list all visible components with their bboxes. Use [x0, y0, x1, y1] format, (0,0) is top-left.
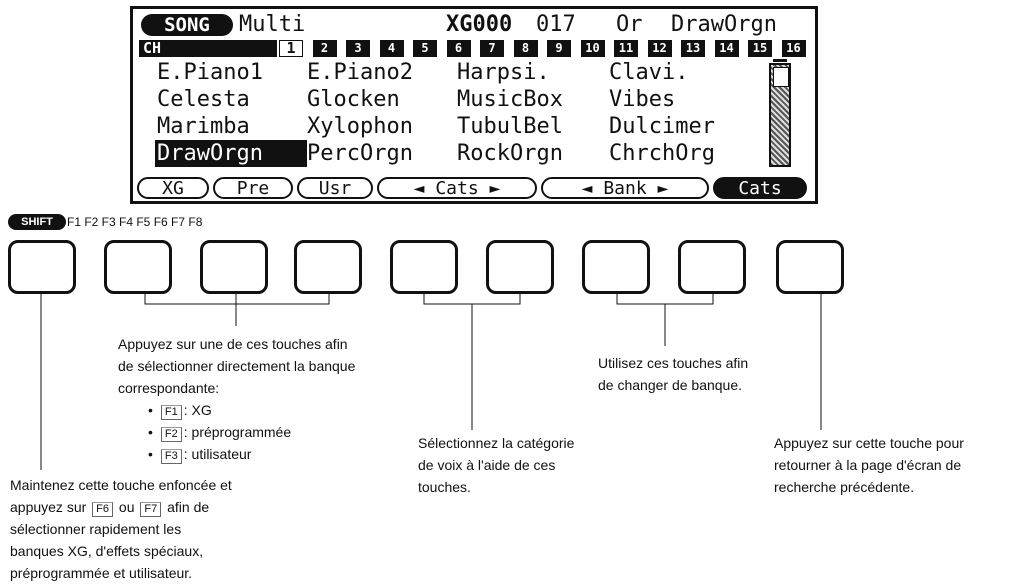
note-shift — [10, 474, 232, 584]
note-line: de voix à l'aide de ces — [418, 457, 556, 473]
bank-list-item — [118, 421, 355, 443]
channel-7[interactable]: 7 — [480, 40, 504, 57]
voice-item[interactable]: Harpsi. — [457, 60, 550, 85]
channel-6[interactable]: 6 — [447, 40, 471, 57]
softkey-4[interactable]: ◄ Cats ► — [377, 177, 537, 199]
key-label: F3 — [161, 449, 182, 464]
voice-item[interactable]: PercOrgn — [307, 141, 413, 166]
channel-10[interactable]: 10 — [581, 40, 605, 57]
callout-bracket-f4-f5 — [424, 294, 520, 304]
current-voice: DrawOrgn — [671, 12, 777, 37]
note-line: préprogrammée et utilisateur. — [10, 565, 193, 581]
key-label: F7 — [140, 502, 161, 517]
voice-item[interactable]: Clavi. — [609, 60, 689, 85]
note-line: de changer de banque. — [598, 377, 743, 393]
note-category — [418, 432, 574, 498]
note-return — [774, 432, 964, 498]
channel-12[interactable]: 12 — [648, 40, 672, 57]
key-label: F6 — [92, 502, 113, 517]
note-line: Appuyez sur cette touche pour — [774, 435, 964, 451]
voice-item[interactable]: Xylophon — [307, 114, 413, 139]
key-label: F1 — [161, 405, 182, 420]
note-line: sélectionner rapidement les — [10, 521, 182, 537]
bank-code: XG000 — [446, 12, 513, 37]
bank-item-text: : XG — [183, 402, 212, 418]
channel-16[interactable]: 16 — [782, 40, 806, 57]
function-key-labels: F1 F2 F3 F4 F5 F6 F7 F8 — [67, 215, 203, 229]
key-label: F2 — [161, 427, 182, 442]
channel-11[interactable]: 11 — [614, 40, 638, 57]
bank-item-text: : utilisateur — [183, 446, 252, 462]
softkey-3[interactable]: Usr — [297, 177, 373, 199]
note-line: Sélectionnez la catégorie — [418, 435, 575, 451]
note-text: appuyez sur — [10, 499, 87, 515]
callout-bracket-f1-f3 — [145, 294, 329, 304]
voice-item[interactable]: MusicBox — [457, 87, 563, 112]
note-line — [10, 496, 232, 518]
note-line: correspondante: — [118, 380, 220, 396]
channel-15[interactable]: 15 — [748, 40, 772, 57]
note-text: ou — [118, 499, 135, 515]
shift-key-label: SHIFT — [8, 214, 66, 230]
channel-5[interactable]: 5 — [413, 40, 437, 57]
softkey-1[interactable]: XG — [137, 177, 209, 199]
mode-badge: SONG — [141, 14, 233, 36]
voice-item[interactable]: Dulcimer — [609, 114, 715, 139]
voice-item[interactable]: ChrchOrg — [609, 141, 715, 166]
softkey-5[interactable]: ◄ Bank ► — [541, 177, 709, 199]
voice-item[interactable]: Glocken — [307, 87, 400, 112]
channel-8[interactable]: 8 — [514, 40, 538, 57]
bank-item-text: : préprogrammée — [183, 424, 292, 440]
softkey-6[interactable]: Cats — [713, 177, 807, 199]
note-line: banques XG, d'effets spéciaux, — [10, 543, 204, 559]
note-line: de sélectionner directement la banque — [118, 358, 356, 374]
bank-list — [118, 399, 355, 465]
voice-item[interactable]: E.Piano1 — [157, 60, 263, 85]
channel-3[interactable]: 3 — [346, 40, 370, 57]
channel-13[interactable]: 13 — [681, 40, 705, 57]
mode-label: Multi — [239, 12, 306, 37]
voice-item[interactable]: E.Piano2 — [307, 60, 413, 85]
voice-item[interactable]: Marimba — [157, 114, 250, 139]
channel-14[interactable]: 14 — [715, 40, 739, 57]
callout-bracket-f6-f7 — [617, 294, 713, 304]
program-number: 017 — [536, 12, 576, 37]
voice-item[interactable]: Vibes — [609, 87, 676, 112]
bank-list-item — [118, 443, 355, 465]
note-bank-select — [118, 333, 355, 465]
voice-item[interactable]: Celesta — [157, 87, 250, 112]
voice-item[interactable]: DrawOrgn — [155, 140, 307, 167]
voice-item[interactable]: TubulBel — [457, 114, 563, 139]
channel-label: CH — [139, 40, 277, 57]
note-line: Appuyez sur une de ces touches afin — [118, 336, 348, 352]
channel-2[interactable]: 2 — [313, 40, 337, 57]
category-code: Or — [616, 12, 643, 37]
channel-9[interactable]: 9 — [547, 40, 571, 57]
channel-1[interactable]: 1 — [279, 40, 303, 57]
softkey-2[interactable]: Pre — [213, 177, 293, 199]
bank-list-item — [118, 399, 355, 421]
note-text: afin de — [167, 499, 210, 515]
note-line: Utilisez ces touches afin — [598, 355, 749, 371]
note-bank-change — [598, 352, 748, 396]
channel-4[interactable]: 4 — [380, 40, 404, 57]
note-line: Maintenez cette touche enfoncée et — [10, 477, 232, 493]
voice-item[interactable]: RockOrgn — [457, 141, 563, 166]
note-line: retourner à la page d'écran de — [774, 457, 962, 473]
note-line: recherche précédente. — [774, 479, 915, 495]
note-line: touches. — [418, 479, 471, 495]
